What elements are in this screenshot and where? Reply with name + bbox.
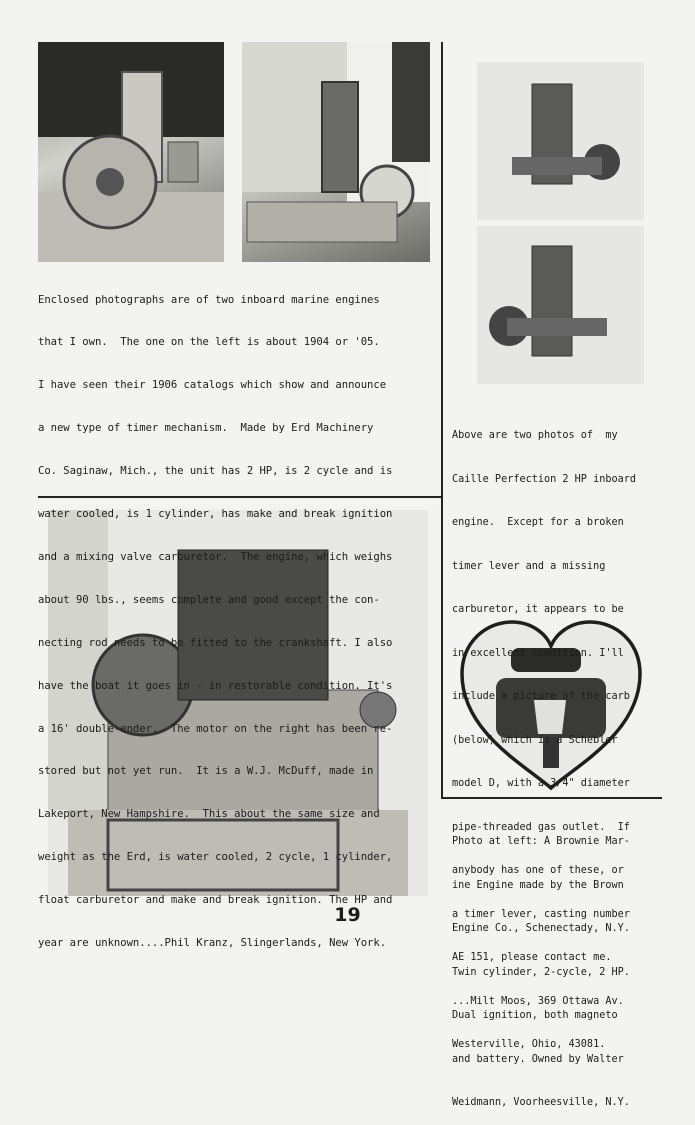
text-line: have the boat it goes in - in restorable condition. It's <box>38 679 393 692</box>
text-line: I have seen their 1906 catalogs which show and announce <box>38 379 387 392</box>
text-line: about 90 lbs., seems complete and good except the con- <box>38 593 380 606</box>
text-line: carburetor, it appears to be <box>452 604 624 615</box>
text-line: a timer lever, casting number <box>452 908 630 920</box>
text-line: in excellent condition. I'll <box>452 647 624 659</box>
text-line: water cooled, is 1 cylinder, has make and break ignition <box>38 508 393 521</box>
text-line: Above are two photos of my <box>452 430 618 441</box>
text-line: that I own. The one on the left is about 1904 or '05. <box>38 336 380 349</box>
brownie-photo-caption <box>452 806 630 1125</box>
text-line: include a picture of the carb <box>452 691 630 702</box>
text-line: weight as the Erd, is water cooled, 2 cycle, 1 cylinder, <box>38 851 393 864</box>
text-line: engine. Except for a broken <box>452 517 624 528</box>
text-line: Engine Co., Schenectady, N.Y. <box>452 923 630 934</box>
text-line: ...Milt Moos, 369 Ottawa Av. <box>452 995 624 1007</box>
text-line: ine Engine made by the Brown <box>452 879 624 891</box>
text-line: timer lever and a missing <box>452 560 606 572</box>
column-divider <box>441 42 443 798</box>
photo-caille-engine-top <box>477 62 644 220</box>
photo-caille-engine-bottom <box>477 226 644 384</box>
text-line: stored but not yet run. It is a W.J. McDuff, made in <box>38 765 374 778</box>
text-line: float carburetor and make and break ignition. The HP and <box>38 894 393 907</box>
text-line: Photo at left: A Brownie Mar- <box>452 836 630 847</box>
text-line: Weidmann, Voorheesville, N.Y. <box>452 1097 630 1108</box>
text-line: Enclosed photographs are of two inboard marine engines <box>38 293 380 306</box>
text-line: anybody has one of these, or <box>452 865 624 876</box>
text-line: (below) which is a Schebler <box>452 734 618 746</box>
text-line: Dual ignition, both magneto <box>452 1010 618 1021</box>
text-line: pipe-threaded gas outlet. If <box>452 821 630 833</box>
text-line: Caille Perfection 2 HP inboard <box>452 473 637 485</box>
text-line: year are unknown....Phil Kranz, Slingerlands, New York. <box>38 936 387 949</box>
text-line: a 16' double-ender. The motor on the right has been re- <box>38 722 393 735</box>
text-line: Westerville, Ohio, 43081. <box>452 1039 606 1050</box>
photo-erd-engine <box>38 42 224 262</box>
photo-mcduff-engine <box>242 42 430 262</box>
text-line: Co. Saginaw, Mich., the unit has 2 HP, is 2 cycle and is <box>38 465 393 478</box>
text-line: Lakeport, New Hampshire. This about the same size and <box>38 808 380 821</box>
text-line: and a mixing valve carburetor. The engine, which weighs <box>38 550 393 563</box>
article-paragraph-left <box>38 264 392 965</box>
text-line: necting rod needs to be fitted to the crankshaft. I also <box>38 636 393 649</box>
text-line: Twin cylinder, 2-cycle, 2 HP. <box>452 966 630 978</box>
text-line: model D, with a 3/4" diameter <box>452 778 630 789</box>
page-number: 19 <box>334 904 361 926</box>
text-line: a new type of timer mechanism. Made by Erd Machinery <box>38 422 374 435</box>
text-line: AE 151, please contact me. <box>452 952 612 963</box>
text-line: and battery. Owned by Walter <box>452 1053 624 1065</box>
